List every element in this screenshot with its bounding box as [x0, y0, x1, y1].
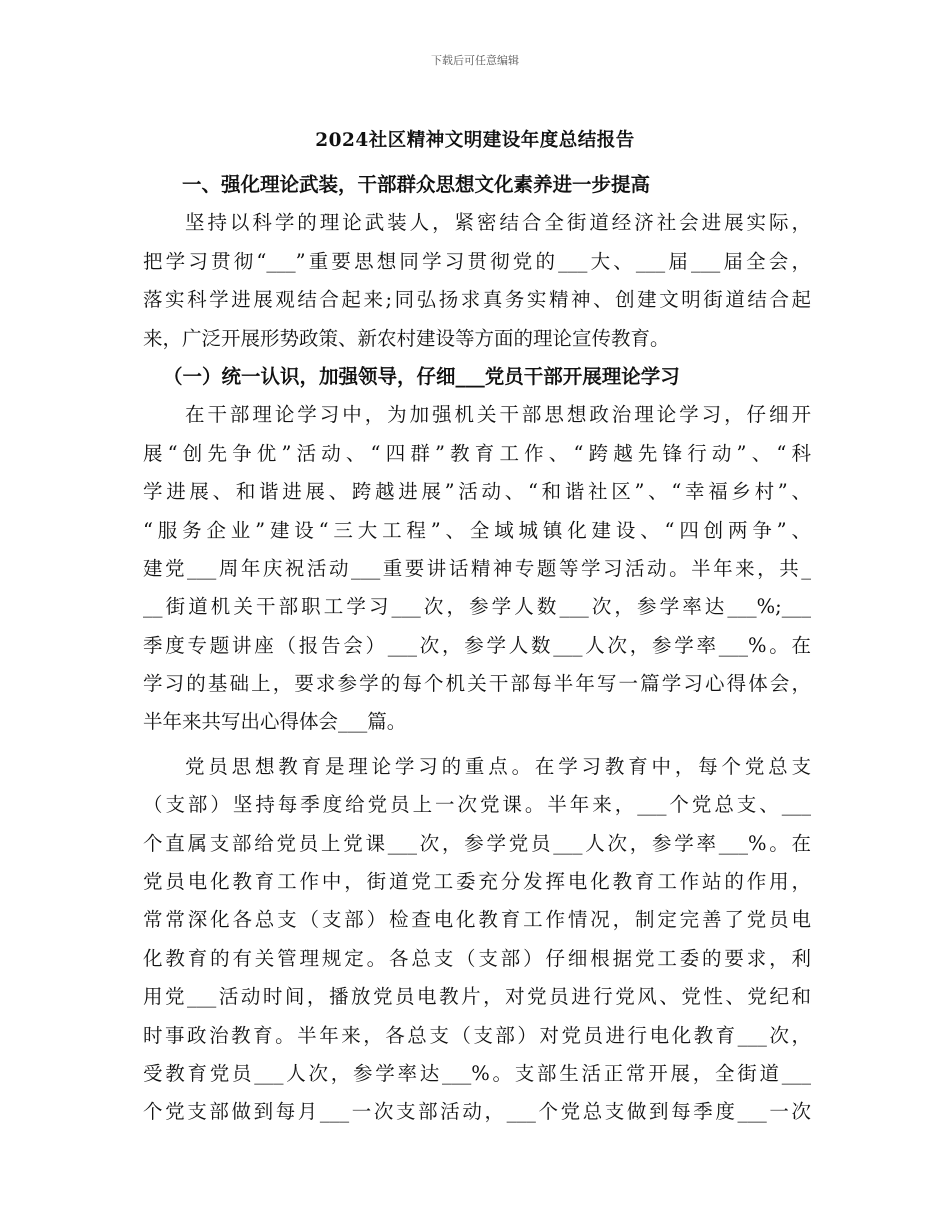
document-body: [143, 166, 811, 1132]
header-note: 下载后可任意编辑: [431, 54, 519, 67]
paragraph-line: 建党___周年庆祝活动___重要讲话精神专题等学习活动。半年来，共_: [143, 556, 811, 580]
paragraph-line: 半年来共写出心得体会___篇。: [143, 710, 407, 734]
paragraph-line: 落实科学进展观结合起来;同弘扬求真务实精神、创建文明街道结合起: [143, 288, 811, 312]
paragraph-line: 来，广泛开展形势政策、新农村建设等方面的理论宣传教育。: [143, 326, 670, 350]
paragraph-line: 受教育党员___人次，参学率达___%。支部生活正常开展，全街道___: [143, 1061, 811, 1085]
paragraph-line: 把学习贯彻“___”重要思想同学习贯彻党的___大、___届___届全会，: [143, 249, 811, 273]
paragraph-line: 时事政治教育。半年来，各总支（支部）对党员进行电化教育___次，: [143, 1023, 811, 1047]
paragraph-line: 个直属支部给党员上党课___次，参学党员___人次，参学率___%。在: [143, 831, 811, 855]
subsection-heading: （一）统一认识，加强领导，仔细___党员干部开展理论学习: [163, 364, 680, 388]
paragraph-line: 常常深化各总支（支部）检查电化教育工作情况，制定完善了党员电: [143, 908, 811, 932]
paragraph-line: 党员思想教育是理论学习的重点。在学习教育中，每个党总支: [185, 754, 811, 778]
paragraph-line: 用党___活动时间，播放党员电教片，对党员进行党风、党性、党纪和: [143, 985, 811, 1009]
paragraph-line: 学进展、和谐进展、跨越进展”活动、“和谐社区”、“幸福乡村”、: [143, 480, 811, 504]
paragraph-line: 展“创先争优”活动、“四群”教育工作、“跨越先锋行动”、“科: [143, 441, 811, 465]
paragraph-line: 学习的基础上，要求参学的每个机关干部每半年写一篇学习心得体会，: [143, 672, 811, 696]
section-heading: 一、强化理论武装，干部群众思想文化素养进一步提高: [182, 173, 651, 196]
paragraph-line: 在干部理论学习中，为加强机关干部思想政治理论学习，仔细开: [185, 403, 811, 427]
paragraph-line: __街道机关干部职工学习___次，参学人数___次，参学率达___%;___: [143, 595, 811, 619]
paragraph-line: 个党支部做到每月___一次支部活动，___个党总支做到每季度___一次: [143, 1100, 811, 1124]
paragraph-line: 党员电化教育工作中，街道党工委充分发挥电化教育工作站的作用，: [143, 870, 811, 894]
paragraph-line: “服务企业”建设“三大工程”、全域城镇化建设、“四创两争”、: [143, 518, 811, 542]
paragraph-line: 化教育的有关管理规定。各总支（支部）仔细根据党工委的要求，利: [143, 946, 811, 970]
paragraph-line: 季度专题讲座（报告会）___次，参学人数___人次，参学率___%。在: [143, 633, 811, 657]
document-title: 2024社区精神文明建设年度总结报告: [315, 130, 635, 151]
paragraph-line: （支部）坚持每季度给党员上一次党课。半年来，___个党总支、___: [143, 793, 811, 817]
paragraph-line: 坚持以科学的理论武装人，紧密结合全街道经济社会进展实际，: [185, 211, 811, 235]
